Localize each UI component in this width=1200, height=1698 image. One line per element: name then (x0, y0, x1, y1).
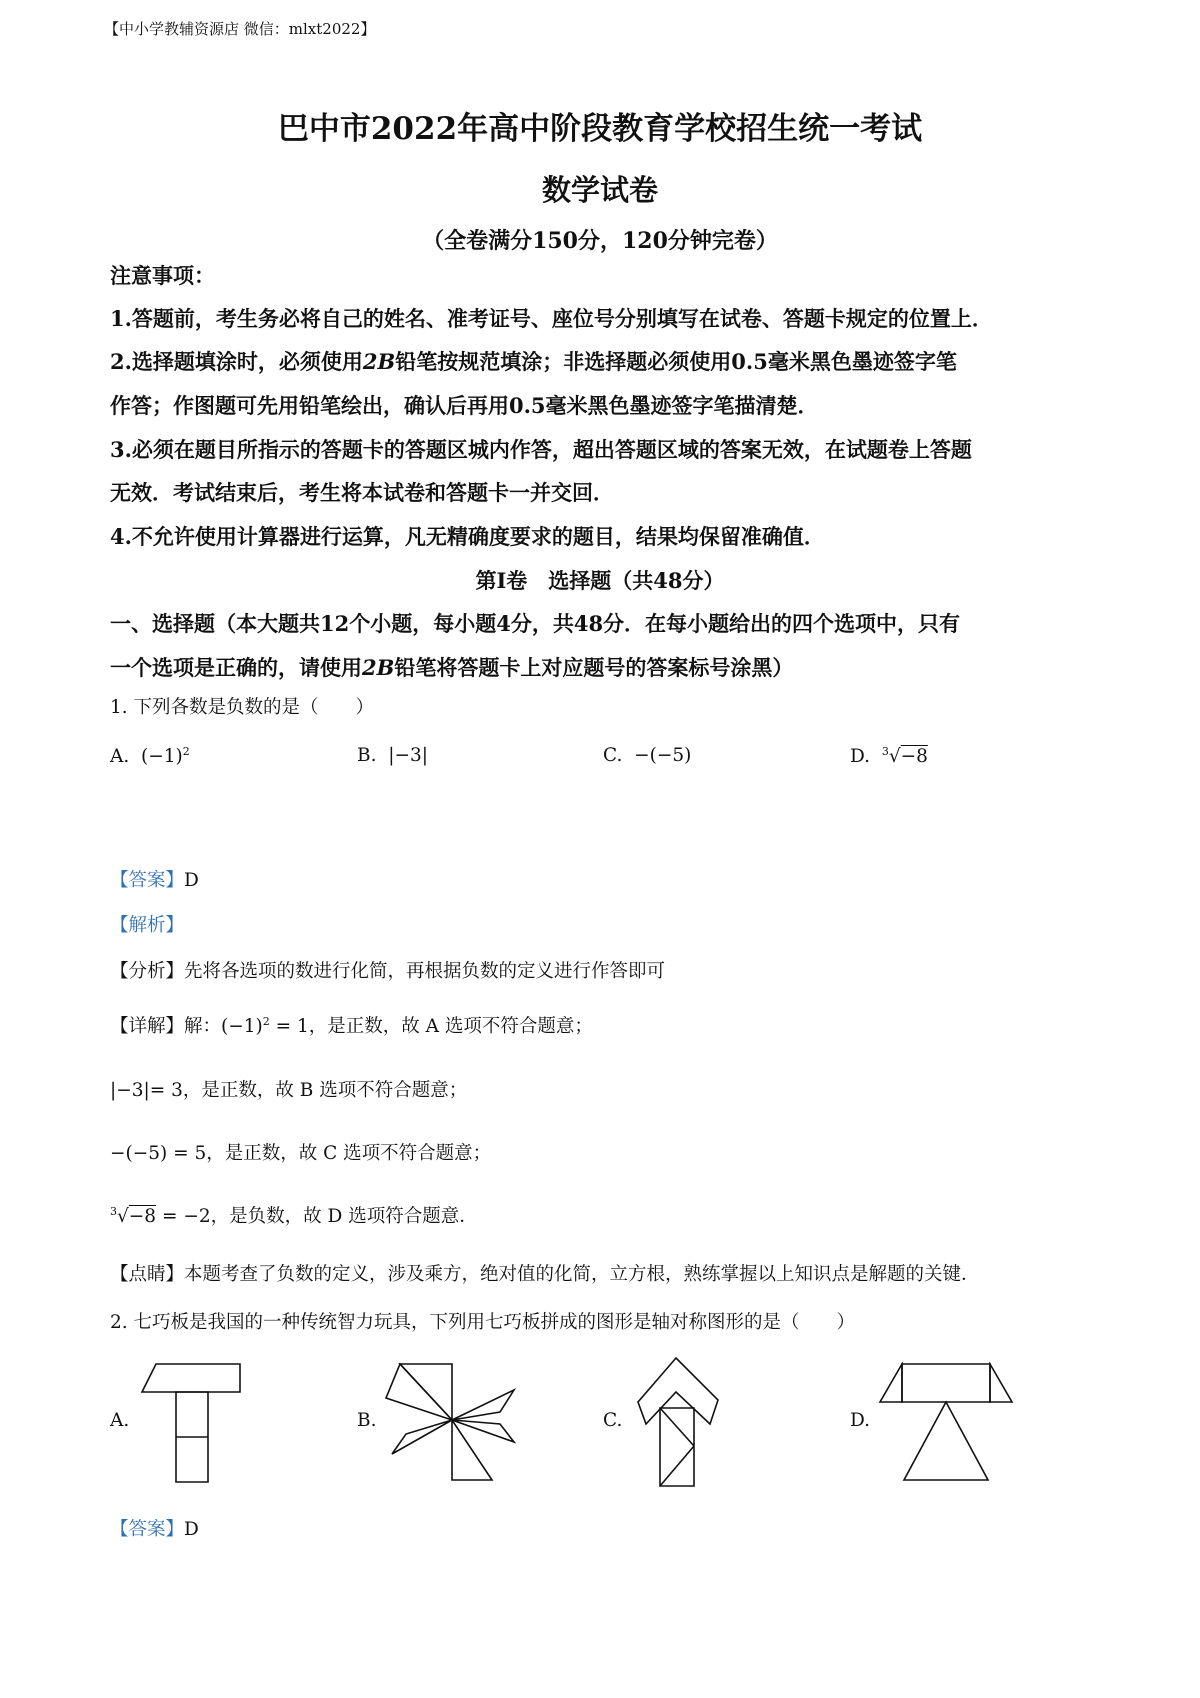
q2-answer-value: D (184, 1519, 199, 1540)
q1-option-b-label: B. (357, 745, 377, 766)
q1-detail-1-pre: 解： (184, 1016, 222, 1037)
q1-detail-line-4 (110, 1202, 478, 1228)
q1-detail-1-eq: = 1 (269, 1016, 309, 1037)
q1-answer-value: D (184, 870, 199, 891)
q1-detail-1-base: (−1) (221, 1016, 263, 1037)
q2-option-b-label: B. (357, 1410, 377, 1431)
q1-dianjing (110, 1260, 980, 1286)
exam-title: 巴中市2022年高中阶段教育学校招生统一考试 (277, 111, 923, 147)
q1-option-b (357, 745, 428, 766)
q1-detail-4-index: 3 (110, 1204, 117, 1218)
tangram-d-bottom-triangle (904, 1402, 988, 1480)
q1-option-c-value: −(−5) (634, 745, 692, 766)
score-note: （全卷满分150分，120分钟完卷） (422, 228, 778, 254)
q1-detail-line-2 (110, 1076, 467, 1102)
q1-answer (110, 866, 199, 892)
tangram-b-triangle-4 (386, 1364, 452, 1420)
notice-line-4: 3.必须在题目所指示的答题卡的答题区城内作答，超出答题区域的答案无效，在试题卷上答题 (110, 437, 972, 462)
q1-fenxi-text: 先将各选项的数进行化简，再根据负数的定义进行作答即可 (184, 961, 666, 982)
tangram-b-parallelogram-2 (392, 1420, 452, 1454)
q1-detail-3-math: −(−5) = 5 (110, 1143, 207, 1164)
notice-line-6: 4.不允许使用计算器进行运算，凡无精确度要求的题目，结果均保留准确值． (110, 524, 825, 549)
q1-option-a-base: (−1) (141, 746, 183, 768)
q1-fenxi-tag: 【分析】 (110, 961, 185, 982)
q1-option-d-index: 3 (881, 745, 889, 758)
section-intro-2c: 铅笔将答题卡上对应题号的答案标号涂黑） (394, 655, 794, 680)
q1-detail-4-radicand: −8 (128, 1206, 157, 1227)
q2-answer-tag: 【答案】 (110, 1519, 185, 1540)
q2-option-a-label: A. (110, 1410, 130, 1431)
q1-detail-1-exp: 2 (262, 1014, 270, 1028)
q2-stem: 2. 七巧板是我国的一种传统智力玩具，下列用七巧板拼成的图形是轴对称图形的是（ ） (110, 1312, 856, 1333)
q1-analysis-tag: 【解析】 (110, 915, 185, 936)
tangram-c-shaft (660, 1408, 694, 1486)
notice-line-1: 1.答题前，考生务必将自己的姓名、准考证号、座位号分别填写在试卷、答题卡规定的位置上． (110, 306, 993, 331)
tangram-b-triangle-2 (452, 1420, 514, 1442)
notice-line-2 (110, 346, 957, 376)
section-intro-2a: 一个选项是正确的，请使用 (110, 655, 362, 680)
tangram-c-shaft-diagonal (660, 1408, 694, 1446)
q1-option-a-exp: 2 (182, 745, 190, 758)
tangram-c-shaft-diagonal-2 (660, 1446, 694, 1486)
q1-option-a (110, 745, 190, 767)
page-header: 【中小学教辅资源店 微信：mlxt2022】 (104, 20, 376, 38)
q1-answer-tag: 【答案】 (110, 870, 185, 891)
q1-detail-3-post: ，是正数，故 C 选项不符合题意； (206, 1143, 492, 1164)
tangram-figure-b (382, 1362, 522, 1484)
q2-option-c-label: C. (603, 1410, 623, 1431)
q1-stem: 1. 下列各数是负数的是（ ） (110, 697, 375, 718)
q1-option-a-label: A. (110, 746, 130, 768)
section-title: 第Ⅰ卷 选择题（共48分） (475, 568, 725, 593)
q1-detail-line-3 (110, 1139, 491, 1165)
notice-line-2a: 2.选择题填涂时，必须使用 (110, 349, 363, 374)
q1-option-c-label: C. (603, 745, 623, 766)
section-intro-2 (110, 652, 793, 682)
q1-option-b-value: |−3| (388, 745, 428, 766)
section-intro-1: 一、选择题（本大题共12个小题，每小题4分，共48分．在每小题给出的四个选项中，只有 (110, 611, 961, 636)
radical-sign: √ (117, 1206, 129, 1227)
q1-option-c (603, 745, 691, 766)
radical-sign: √ (888, 746, 901, 768)
tangram-b-triangle-3 (452, 1420, 492, 1480)
tangram-d-left-triangle (880, 1364, 902, 1402)
q1-detail-4-post: ，是负数，故 D 选项符合题意． (210, 1206, 478, 1227)
q1-detail-1-post: ，是正数，故 A 选项不符合题意； (308, 1016, 593, 1037)
q1-detail-4-eq: = −2 (156, 1206, 211, 1227)
notice-line-3: 作答；作图题可先用铅笔绘出，确认后再用0.5毫米黑色墨迹签字笔描清楚． (110, 393, 819, 418)
q1-dianjing-tag: 【点睛】 (110, 1264, 185, 1285)
tangram-figure-c (632, 1356, 724, 1490)
notice-line-2c: 铅笔按规范填涂；非选择题必须使用0.5毫米黑色墨迹签字笔 (395, 349, 957, 374)
tangram-figure-d (878, 1362, 1014, 1486)
q1-option-d-radicand: −8 (900, 746, 928, 768)
q2-answer (110, 1515, 199, 1541)
q1-option-d (850, 745, 928, 767)
tangram-d-top-rect (902, 1364, 990, 1402)
q1-detail-tag: 【详解】 (110, 1016, 185, 1037)
tangram-d-right-triangle (990, 1364, 1012, 1402)
tangram-b-parallelogram-1 (452, 1390, 514, 1420)
notice-line-5: 无效．考试结束后，考生将本试卷和答题卡一并交回． (110, 480, 614, 505)
tangram-c-arrow-head (638, 1358, 718, 1424)
q1-detail-2-post: ，是正数，故 B 选项不符合题意； (182, 1080, 468, 1101)
q2-option-d-label: D. (850, 1410, 871, 1431)
q1-detail-2-math: |−3|= 3 (110, 1080, 183, 1101)
tangram-a-top-trapezoid (142, 1364, 240, 1392)
q1-detail-line-1 (110, 1012, 593, 1038)
q1-option-d-label: D. (850, 746, 871, 768)
tangram-figure-a (138, 1362, 258, 1484)
q1-fenxi (110, 957, 665, 983)
section-intro-2b: 2B (362, 655, 395, 680)
notice-line-2b: 2B (362, 349, 396, 374)
exam-subtitle: 数学试卷 (541, 173, 658, 207)
q1-dianjing-text: 本题考查了负数的定义，涉及乘方，绝对值的化简，立方根，熟练掌握以上知识点是解题的关键． (184, 1264, 980, 1285)
notice-heading: 注意事项： (110, 263, 215, 288)
